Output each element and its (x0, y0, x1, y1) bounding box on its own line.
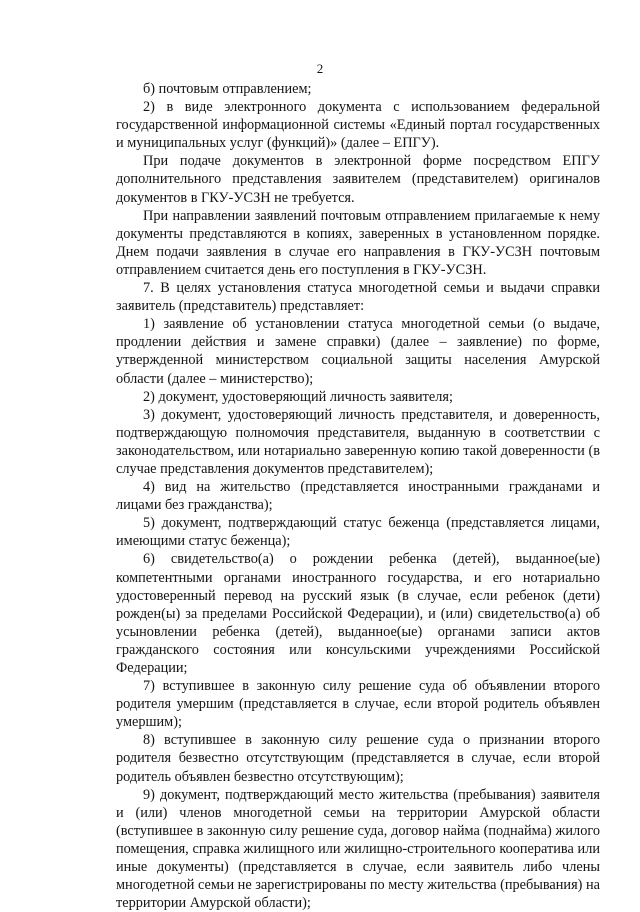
paragraph-postal-copies: При направлении заявлений почтовым отправлением прилагаемые к нему документы представляются в копиях, заверенных в установленном порядке. Днем подачи заявления в случае его направления в ГКУ-УСЗН почтовым отправлением считается день его поступления в ГКУ-УСЗН. (116, 207, 600, 278)
paragraph-subitem-9: 9) документ, подтверждающий место жительства (пребывания) заявителя и (или) членов многодетной семьи на территории Амурской области (вступившее в законную силу решение суда, договор найма (поднайма) жилого помещения, справка жилищного или жилищно-строительного кооператива или иные документы) (представляется в случае, если заявитель либо члены многодетной семьи не зарегистрированы по месту жительства (пребывания) на территории Амурской области); (116, 786, 600, 912)
paragraph-subitem-2: 2) документ, удостоверяющий личность заявителя; (143, 388, 453, 405)
paragraph-subitem-3: 3) документ, удостоверяющий личность представителя, и доверенность, подтверждающую полномочия представителя, выданную в соответствии с законодательством, или нотариально заверенную копию такой доверенности (в случае представления документов представителем); (116, 406, 600, 477)
paragraph-subitem-7: 7) вступившее в законную силу решение суда об объявлении второго родителя умершим (представляется в случае, если второй родитель объявлен умершим); (116, 678, 600, 731)
paragraph-subitem-6: 6) свидетельство(а) о рождении ребенка (детей), выданное(ые) компетентными органами иностранного государства, и его нотариально удостоверенный перевод на русский язык (в случае, если ребенок (дети) рожден(ы) за пределами Российской Федерации), и (или) свидетельство(а) об усыновлении ребенка (детей), выданное(ые) органами записи актов гражданского состояния или консульскими учреждениями Российской Федерации; (116, 551, 600, 676)
paragraph-postal: б) почтовым отправлением; (143, 81, 312, 97)
document-body (116, 80, 600, 912)
paragraph-electronic: 2) в виде электронного документа с использованием федеральной государственной информационной системы «Единый портал государственных и муниципальных услуг (функций)» (далее – ЕПГУ). (116, 99, 600, 152)
paragraph-subitem-5: 5) документ, подтверждающий статус беженца (представляется лицами, имеющими статус беженца); (116, 515, 600, 550)
paragraph-epgu-originals: При подаче документов в электронной форме посредством ЕПГУ дополнительного представления заявителем (представителем) оригиналов документов в ГКУ-УСЗН не требуется. (116, 153, 600, 206)
paragraph-subitem-4: 4) вид на жительство (представляется иностранными гражданами и лицами без гражданства); (116, 479, 600, 514)
paragraph-subitem-8: 8) вступившее в законную силу решение суда о признании второго родителя безвестно отсутствующим (представляется в случае, если второй родитель объявлен безвестно отсутствующим); (116, 732, 600, 785)
paragraph-subitem-1: 1) заявление об установлении статуса многодетной семьи (о выдаче, продлении действия и замене справки) (далее – заявление) по форме, утвержденной министерством социальной защиты населения Амурской области (далее – министерство); (116, 316, 600, 387)
paragraph-item-7: 7. В целях установления статуса многодетной семьи и выдачи справки заявитель (представитель) представляет: (116, 280, 600, 315)
page-number: 2 (316, 61, 324, 76)
